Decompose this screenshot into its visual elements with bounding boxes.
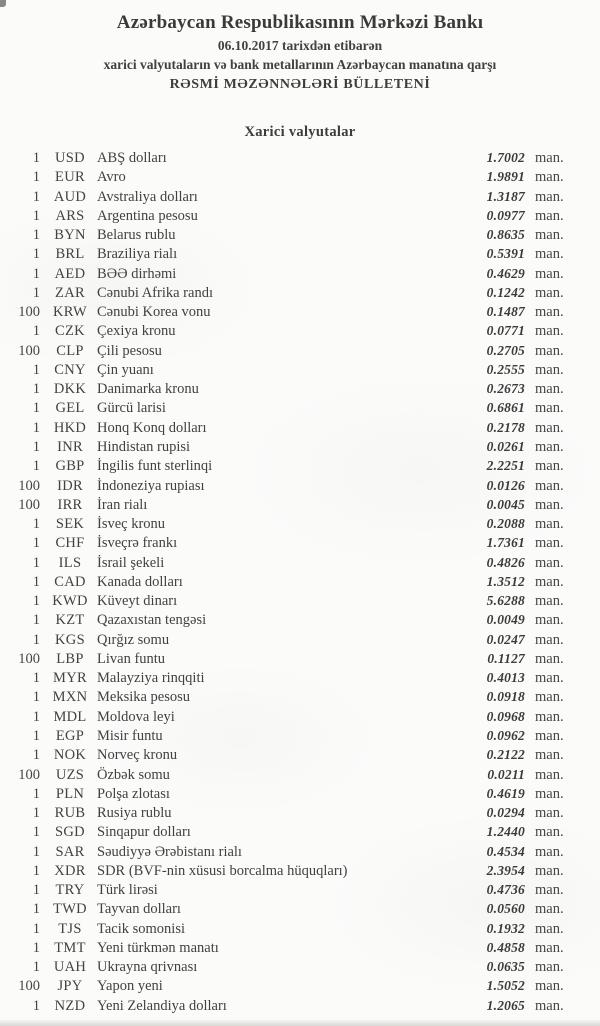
rate-unit: man. (535, 458, 564, 475)
rate-value: 0.0771 (486, 323, 525, 339)
rate-row (0, 803, 600, 822)
rate-value: 0.0918 (486, 689, 525, 705)
rate-row (0, 938, 600, 957)
rate-nominal: 1 (32, 169, 40, 186)
rate-unit: man. (535, 959, 564, 976)
rate-row (0, 976, 600, 995)
rate-row (0, 707, 600, 726)
rate-nominal: 1 (32, 361, 40, 378)
currency-name: Honq Konq dolları (97, 419, 207, 436)
currency-code: EGP (55, 727, 85, 744)
rate-nominal: 1 (32, 612, 40, 629)
rate-unit: man. (535, 419, 564, 436)
rate-nominal: 1 (32, 843, 40, 860)
currency-name: Qazaxıstan tengəsi (97, 612, 207, 629)
currency-code: SAR (55, 843, 85, 860)
rate-nominal: 100 (18, 477, 40, 494)
rate-nominal: 1 (32, 670, 40, 687)
rate-unit: man. (535, 997, 564, 1014)
rate-unit: man. (535, 689, 564, 706)
currency-name: Yeni türkmən manatı (97, 939, 219, 956)
rate-row (0, 437, 600, 456)
rate-unit: man. (535, 882, 564, 899)
rate-nominal: 1 (32, 997, 40, 1014)
rate-row (0, 610, 600, 629)
currency-code: INR (57, 438, 83, 455)
rate-unit: man. (535, 785, 564, 802)
rate-row (0, 591, 600, 610)
rate-unit: man. (535, 766, 564, 783)
rate-row (0, 784, 600, 803)
rate-row (0, 957, 600, 976)
rate-row (0, 726, 600, 745)
rate-unit: man. (535, 631, 564, 648)
rate-value: 1.3512 (486, 573, 525, 589)
rate-value: 1.9891 (486, 169, 525, 185)
page-title: Azərbaycan Respublikasının Mərkəzi Bankı (116, 12, 484, 33)
rate-unit: man. (535, 361, 564, 378)
rate-unit: man. (535, 169, 564, 186)
rate-value: 0.0261 (486, 438, 525, 454)
currency-name: Gürcü larisi (97, 400, 166, 417)
rate-unit: man. (535, 805, 564, 822)
rate-row (0, 861, 600, 880)
scan-artifact-speck (0, 0, 6, 7)
rate-value: 1.2065 (486, 997, 525, 1013)
rate-unit: man. (535, 978, 564, 995)
currency-code: EUR (55, 169, 85, 186)
rate-row (0, 553, 600, 572)
currency-name: İran rialı (97, 496, 148, 513)
effective-date-line: 06.10.2017 tarixdən etibarən (217, 38, 383, 53)
rate-row (0, 456, 600, 475)
rate-unit: man. (535, 438, 564, 455)
rate-value: 0.5391 (486, 246, 525, 262)
currency-code: DKK (53, 381, 87, 398)
currency-name: Cənubi Korea vonu (97, 304, 211, 321)
currency-code: NOK (53, 747, 87, 764)
rate-unit: man. (535, 824, 564, 841)
rate-value: 1.7002 (486, 150, 525, 165)
rate-unit: man. (535, 727, 564, 744)
currency-code: CHF (55, 535, 85, 552)
rate-nominal: 100 (18, 978, 40, 995)
currency-code: AED (54, 265, 86, 282)
currency-name: Sinqapur dolları (97, 824, 191, 841)
subtitle-line: xarici valyutaların və bank metallarının Azərbaycan manatına qarşı (103, 57, 497, 72)
rate-nominal: 1 (32, 535, 40, 552)
currency-code: RUB (54, 805, 86, 822)
rate-nominal: 1 (32, 554, 40, 571)
rate-nominal: 1 (32, 265, 40, 282)
rate-value: 0.1127 (487, 650, 525, 666)
currency-name: Danimarka kronu (97, 381, 199, 398)
rate-nominal: 1 (32, 747, 40, 764)
rate-row (0, 880, 600, 899)
rate-value: 0.0968 (486, 708, 525, 724)
rate-row (0, 398, 600, 417)
rate-value: 0.0962 (486, 727, 525, 743)
rate-unit: man. (535, 650, 564, 667)
bulletin-title: RƏSMİ MƏZƏNNƏLƏRİ BÜLLETENİ (169, 77, 431, 92)
rate-nominal: 1 (32, 939, 40, 956)
rate-row (0, 360, 600, 379)
rate-row (0, 668, 600, 687)
rate-row (0, 244, 600, 263)
currency-code: CZK (55, 323, 85, 340)
rate-nominal: 1 (32, 400, 40, 417)
rate-unit: man. (535, 573, 564, 590)
currency-name: SDR (BVF-nin xüsusi borcalma hüquqları) (97, 862, 348, 879)
rate-unit: man. (535, 920, 564, 937)
rate-nominal: 100 (18, 496, 40, 513)
rate-nominal: 1 (32, 516, 40, 533)
rate-value: 2.2251 (486, 458, 525, 474)
rate-nominal: 1 (32, 631, 40, 648)
rate-row (0, 495, 600, 514)
rate-unit: man. (535, 862, 564, 879)
currency-code: BRL (55, 246, 85, 263)
rate-row (0, 476, 600, 495)
rate-unit: man. (535, 535, 564, 552)
rate-row (0, 148, 600, 167)
currency-name: ABŞ dolları (97, 150, 167, 166)
currency-name: İsrail şekeli (97, 554, 165, 571)
rate-row (0, 321, 600, 340)
rate-value: 0.2178 (486, 419, 525, 435)
rate-row (0, 418, 600, 437)
rate-unit: man. (535, 612, 564, 629)
rate-nominal: 100 (18, 304, 40, 321)
currency-code: HKD (53, 419, 87, 436)
rate-value: 0.4629 (486, 265, 525, 281)
rate-value: 0.4619 (486, 785, 525, 801)
rate-nominal: 1 (32, 708, 40, 725)
currency-code: MYR (53, 670, 87, 687)
scan-artifact-bottom-edge (0, 1020, 600, 1026)
currency-name: Argentina pesosu (97, 207, 198, 224)
rate-nominal: 1 (32, 284, 40, 301)
currency-name: Polşa zlotası (97, 785, 170, 802)
currency-code: KZT (55, 612, 85, 629)
rate-row (0, 379, 600, 398)
currency-name: Qırğız somu (97, 631, 170, 648)
currency-code: MXN (52, 689, 88, 706)
currency-code: ILS (58, 554, 82, 571)
currency-code: XDR (54, 862, 86, 879)
rate-unit: man. (535, 496, 564, 513)
rate-value: 0.2705 (486, 342, 525, 358)
rate-unit: man. (535, 246, 564, 263)
rate-value: 0.4858 (486, 939, 525, 955)
currency-name: Livan funtu (97, 650, 166, 667)
currency-name: Türk lirəsi (97, 882, 158, 899)
rate-row (0, 341, 600, 360)
rate-unit: man. (535, 747, 564, 764)
rate-value: 1.5052 (486, 978, 525, 994)
currency-code: TWD (53, 901, 87, 918)
rate-nominal: 1 (32, 419, 40, 436)
rate-value: 0.0049 (486, 612, 525, 628)
rate-nominal: 1 (32, 882, 40, 899)
rate-value: 1.2440 (486, 824, 525, 840)
rate-row (0, 302, 600, 321)
rate-value: 0.0635 (486, 959, 525, 975)
rate-nominal: 1 (32, 323, 40, 340)
rate-value: 0.4736 (486, 882, 525, 898)
rate-nominal: 1 (32, 573, 40, 590)
currency-name: Özbək somu (97, 766, 170, 783)
rate-row (0, 572, 600, 591)
rate-value: 0.8635 (486, 227, 525, 243)
currency-code: AUD (53, 188, 87, 205)
rate-row (0, 533, 600, 552)
currency-name: Səudiyyə Ərəbistanı rialı (97, 843, 242, 860)
currency-name: Meksika pesosu (97, 689, 191, 706)
currency-code: UAH (53, 959, 87, 976)
rate-value: 0.0045 (486, 496, 525, 512)
rate-unit: man. (535, 901, 564, 918)
rate-value: 0.0560 (486, 901, 525, 917)
rate-value: 0.0247 (486, 631, 525, 647)
rate-row (0, 264, 600, 283)
rate-nominal: 1 (32, 959, 40, 976)
rate-value: 0.4534 (486, 843, 525, 859)
currency-name: Çili pesosu (97, 342, 162, 359)
currency-name: Ukrayna qrivnası (97, 959, 198, 976)
currency-code: KGS (55, 631, 85, 648)
rate-unit: man. (535, 381, 564, 398)
rate-value: 0.2122 (486, 747, 525, 763)
rate-nominal: 1 (32, 785, 40, 802)
rate-nominal: 100 (18, 766, 40, 783)
rate-value: 0.0977 (486, 207, 525, 223)
rate-value: 0.1932 (486, 920, 525, 936)
rate-row (0, 225, 600, 244)
rate-nominal: 1 (32, 188, 40, 205)
rate-value: 0.2673 (486, 381, 525, 397)
currency-name: Braziliya rialı (97, 246, 178, 263)
rates-table (0, 148, 600, 1015)
currency-code: KWD (52, 593, 88, 610)
rate-row (0, 187, 600, 206)
currency-name: Çin yuanı (97, 361, 154, 378)
rate-row (0, 687, 600, 706)
currency-code: SEK (55, 516, 85, 533)
rate-value: 0.1242 (486, 284, 525, 300)
rate-nominal: 1 (32, 150, 40, 166)
rate-unit: man. (535, 188, 564, 205)
rate-unit: man. (535, 554, 564, 571)
rate-row (0, 919, 600, 938)
currency-name: Tacik somonisi (97, 920, 185, 937)
currency-name: Cənubi Afrika randı (97, 284, 213, 301)
currency-name: İsveçrə frankı (97, 535, 178, 552)
currency-code: MDL (53, 708, 87, 725)
rate-unit: man. (535, 207, 564, 224)
rate-row (0, 765, 600, 784)
currency-code: CAD (54, 573, 86, 590)
currency-code: CNY (54, 361, 86, 378)
currency-code: USD (55, 150, 85, 166)
rate-nominal: 100 (18, 342, 40, 359)
bulletin-header (0, 0, 600, 95)
rate-unit: man. (535, 265, 564, 282)
currency-code: JPY (57, 978, 83, 995)
rate-nominal: 1 (32, 207, 40, 224)
rate-nominal: 1 (32, 901, 40, 918)
currency-name: BƏƏ dirhəmi (97, 265, 177, 282)
currency-name: İsveç kronu (97, 516, 166, 533)
rate-unit: man. (535, 304, 564, 321)
rate-value: 2.3954 (486, 862, 525, 878)
rate-nominal: 1 (32, 227, 40, 244)
currency-code: KRW (53, 304, 87, 321)
currency-name: Çexiya kronu (97, 323, 176, 340)
rate-row (0, 899, 600, 918)
currency-code: LBP (56, 650, 84, 667)
rate-row (0, 745, 600, 764)
rate-nominal: 1 (32, 805, 40, 822)
currency-code: GBP (55, 458, 85, 475)
currency-name: Belarus rublu (97, 227, 176, 244)
rate-row (0, 630, 600, 649)
currency-name: Hindistan rupisi (97, 438, 191, 455)
currency-name: Moldova leyi (97, 708, 175, 725)
rate-nominal: 1 (32, 458, 40, 475)
rate-value: 0.0126 (486, 477, 525, 493)
currency-name: Malayziya rinqqiti (97, 670, 205, 687)
rate-unit: man. (535, 477, 564, 494)
currency-name: Rusiya rublu (97, 805, 172, 822)
rate-value: 1.7361 (486, 535, 525, 551)
rate-nominal: 1 (32, 824, 40, 841)
currency-name: Yeni Zelandiya dolları (97, 997, 227, 1014)
currency-name: İndoneziya rupiası (97, 477, 205, 494)
rate-unit: man. (535, 593, 564, 610)
rate-nominal: 1 (32, 381, 40, 398)
rate-unit: man. (535, 284, 564, 301)
rate-nominal: 1 (32, 727, 40, 744)
rate-value: 0.4826 (486, 554, 525, 570)
currency-code: NZD (54, 997, 86, 1014)
rate-unit: man. (535, 227, 564, 244)
currency-code: TMT (54, 939, 86, 956)
section-title-foreign-currencies: Xarici valyutalar (244, 124, 356, 140)
currency-name: Yapon yeni (97, 978, 163, 995)
currency-name: Misir funtu (97, 727, 163, 744)
rate-nominal: 1 (32, 438, 40, 455)
currency-code: TJS (58, 920, 82, 937)
rate-unit: man. (535, 843, 564, 860)
rate-value: 0.0211 (487, 766, 525, 782)
rate-nominal: 1 (32, 246, 40, 263)
rate-value: 0.6861 (486, 400, 525, 416)
rate-value: 0.1487 (486, 304, 525, 320)
currency-name: Avstraliya dolları (97, 188, 198, 205)
currency-code: IDR (57, 477, 83, 494)
rate-row (0, 649, 600, 668)
currency-name: Tayvan dolları (97, 901, 181, 918)
rate-row (0, 822, 600, 841)
rate-unit: man. (535, 342, 564, 359)
currency-name: Küveyt dinarı (97, 593, 178, 610)
rate-row (0, 206, 600, 225)
currency-name: Norveç kronu (97, 747, 178, 764)
rate-value: 1.3187 (486, 188, 525, 204)
rate-row (0, 842, 600, 861)
rate-row (0, 514, 600, 533)
rate-nominal: 100 (18, 650, 40, 667)
currency-code: ZAR (55, 284, 85, 301)
currency-code: ARS (55, 207, 85, 224)
rate-unit: man. (535, 516, 564, 533)
rate-unit: man. (535, 150, 564, 166)
currency-code: CLP (56, 342, 84, 359)
currency-name: Kanada dolları (97, 573, 183, 590)
rate-row (0, 996, 600, 1015)
rate-value: 0.0294 (486, 805, 525, 821)
currency-code: SGD (55, 824, 85, 841)
currency-code: PLN (55, 785, 85, 802)
rate-value: 0.2088 (486, 516, 525, 532)
rate-unit: man. (535, 708, 564, 725)
rate-value: 0.2555 (486, 361, 525, 377)
rate-unit: man. (535, 323, 564, 340)
currency-code: GEL (55, 400, 85, 417)
rate-unit: man. (535, 939, 564, 956)
rate-nominal: 1 (32, 593, 40, 610)
currency-name: Avro (97, 169, 126, 186)
rate-nominal: 1 (32, 862, 40, 879)
rate-unit: man. (535, 400, 564, 417)
currency-code: TRY (55, 882, 85, 899)
rate-value: 0.4013 (486, 670, 525, 686)
currency-name: İngilis funt sterlinqi (97, 458, 213, 475)
currency-code: BYN (54, 227, 86, 244)
rate-unit: man. (535, 670, 564, 687)
rate-value: 5.6288 (486, 593, 525, 609)
rate-nominal: 1 (32, 689, 40, 706)
rate-nominal: 1 (32, 920, 40, 937)
currency-code: IRR (57, 496, 83, 513)
rate-row (0, 167, 600, 186)
rate-row (0, 283, 600, 302)
currency-code: UZS (55, 766, 85, 783)
